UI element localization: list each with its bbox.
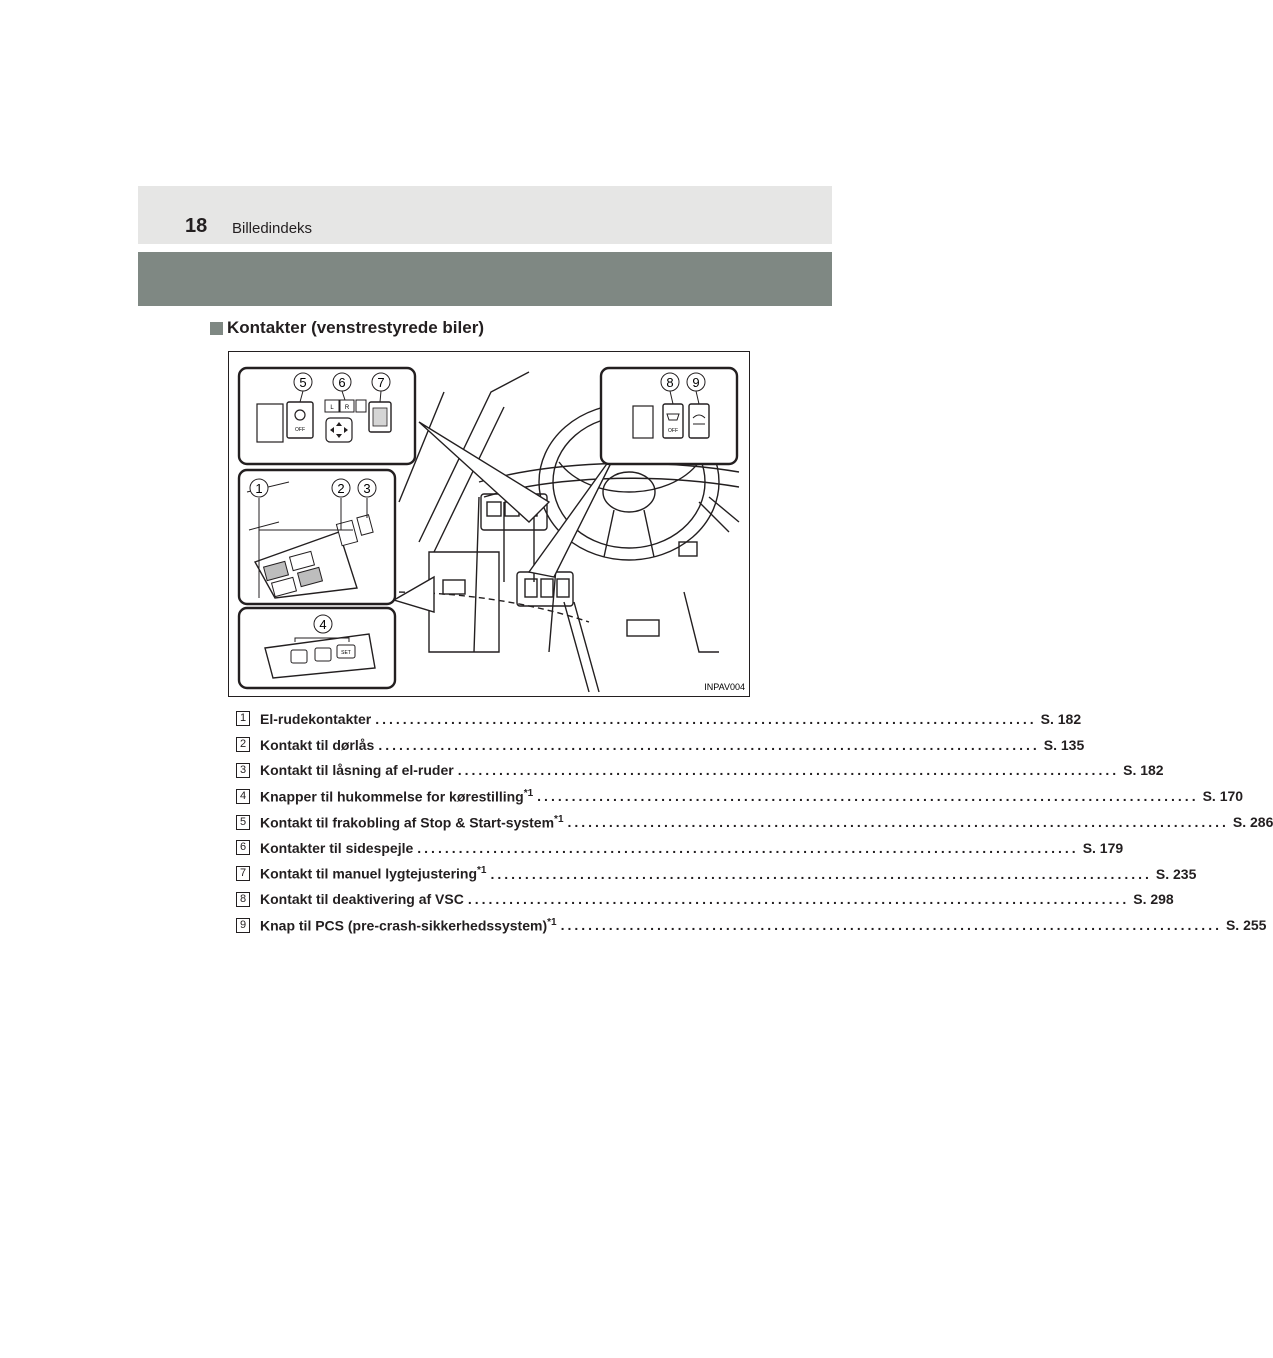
legend-row (236, 706, 1082, 732)
footnote-marker: *1 (523, 787, 534, 799)
legend-number: 7 (236, 866, 250, 881)
dot-leader: ................................................................................................ (378, 736, 1040, 753)
switch-illustration (228, 351, 750, 697)
vsc-off-label: OFF (668, 428, 678, 434)
figure-code: INPAV004 (704, 682, 745, 692)
page-number: 18 (185, 215, 208, 237)
dot-leader: ................................................................................................ (457, 762, 1120, 779)
legend-row (236, 783, 1244, 809)
legend-row (236, 861, 1197, 887)
legend-row (236, 887, 1174, 913)
legend-row (236, 732, 1085, 758)
section-square-icon (210, 322, 223, 335)
footnote-marker: *1 (547, 916, 557, 928)
callout-4: 4 (319, 617, 327, 632)
dot-leader: ................................................................................................ (560, 917, 1222, 934)
legend-row (236, 758, 1164, 784)
legend-label: Knap til PCS (pre-crash-sikkerhedssystem) (260, 917, 548, 934)
callout-6: 6 (338, 375, 346, 390)
callout-9: 9 (692, 375, 700, 390)
page-reference: S. 235 (1155, 865, 1197, 882)
mirror-r-label: R (344, 405, 350, 411)
legend-number: 9 (236, 918, 250, 933)
page-reference: S. 179 (1082, 839, 1124, 856)
callout-5: 5 (299, 375, 307, 390)
page-reference: S. 255 (1225, 917, 1267, 934)
callout-7: 7 (377, 375, 385, 390)
page-reference: S. 170 (1202, 788, 1244, 805)
callout-1: 1 (255, 481, 263, 496)
chapter-band (138, 252, 832, 306)
switch-legend (236, 706, 1273, 938)
legend-number: 1 (236, 711, 250, 726)
page-reference: S. 182 (1123, 762, 1164, 779)
legend-label: Kontakt til manuel lygtejustering (260, 866, 478, 882)
page-reference: S. 286 (1232, 814, 1273, 831)
legend-number: 4 (236, 789, 250, 804)
legend-label: Kontakt til låsning af el-ruder (260, 762, 454, 779)
callout-8: 8 (666, 375, 674, 390)
legend-row (236, 835, 1124, 861)
section-title (210, 318, 484, 338)
running-title: Billedindeks (232, 220, 313, 237)
section-title-text: Kontakter (venstrestyrede biler) (227, 318, 484, 337)
legend-label: Kontakter til sidespejle (260, 839, 414, 856)
mirror-l-label: L (330, 405, 334, 411)
legend-number: 3 (236, 763, 250, 778)
page-reference: S. 135 (1043, 736, 1085, 753)
dot-leader: ................................................................................................ (537, 788, 1199, 805)
page-reference: S. 182 (1040, 710, 1082, 727)
legend-row (236, 809, 1273, 835)
legend-label: Kontakt til frakobling af Stop & Start-system (260, 814, 555, 831)
dot-leader: ................................................................................................ (417, 839, 1079, 856)
legend-label: Knapper til hukommelse for kørestilling (260, 788, 524, 805)
legend-number: 8 (236, 892, 250, 907)
legend-label: El-rudekontakter (260, 710, 372, 727)
illustration-svg (229, 352, 749, 696)
callout-2: 2 (337, 481, 345, 496)
stop-start-off-label: OFF (295, 427, 305, 433)
dot-leader: ................................................................................................ (375, 710, 1037, 727)
legend-label: Kontakt til dørlås (260, 736, 375, 753)
memory-set-label: SET (341, 650, 351, 656)
legend-row (236, 912, 1267, 938)
dot-leader: ................................................................................................ (467, 891, 1130, 908)
callout-3: 3 (363, 481, 371, 496)
legend-label: Kontakt til deaktivering af VSC (260, 891, 464, 908)
dot-leader: ................................................................................................ (490, 865, 1152, 882)
page-reference: S. 298 (1133, 891, 1174, 908)
dot-leader: ................................................................................................ (567, 814, 1229, 831)
legend-number: 5 (236, 815, 250, 830)
footnote-marker: *1 (477, 865, 487, 877)
footnote-marker: *1 (554, 813, 564, 825)
legend-number: 6 (236, 840, 250, 855)
legend-number: 2 (236, 737, 250, 752)
